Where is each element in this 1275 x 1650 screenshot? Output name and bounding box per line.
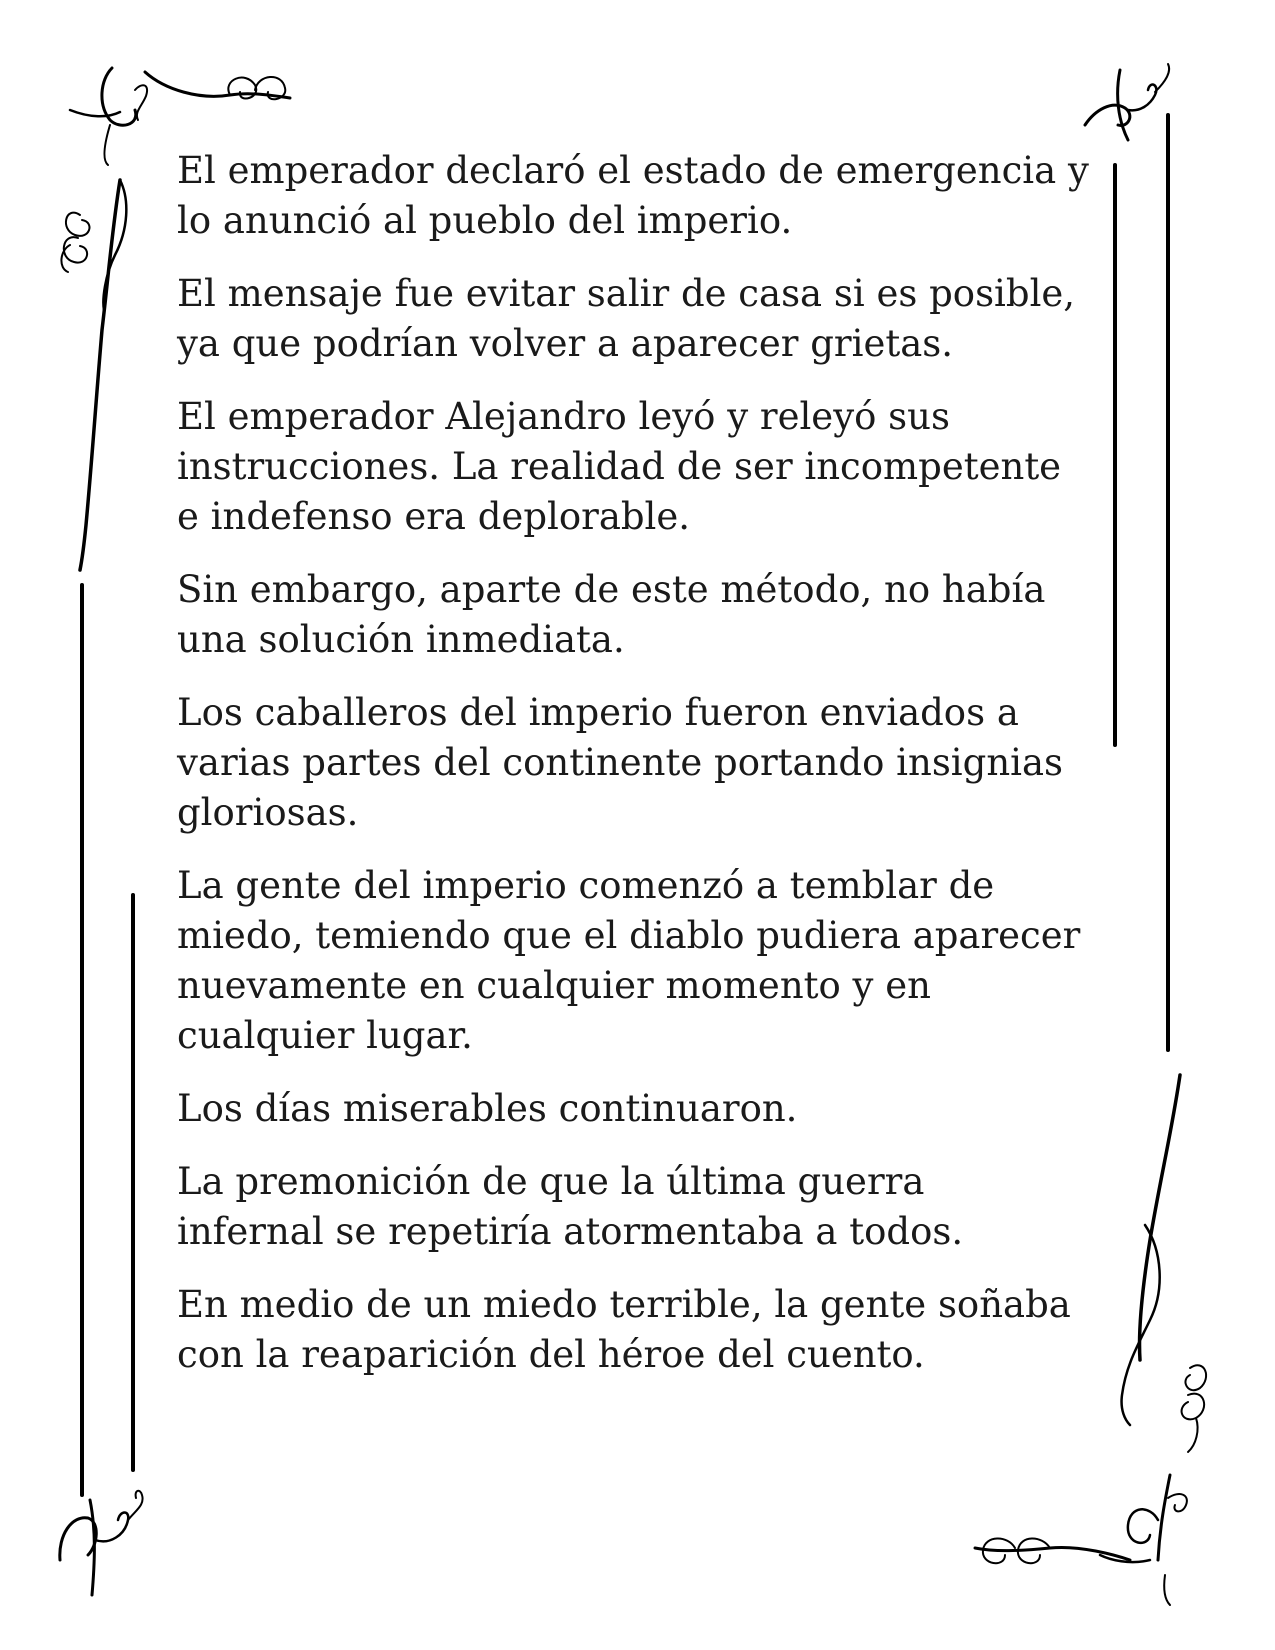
paragraph: El emperador Alejandro leyó y releyó sus instrucciones. La realidad de ser incompetente e indefenso era deplorable. — [177, 395, 1062, 538]
paragraph: La gente del imperio comenzó a temblar de miedo, temiendo que el diablo pudiera aparecer nuevamente en cualquier momento y en cualquier lugar. — [177, 864, 1081, 1057]
paragraph: El emperador declaró el estado de emergencia y lo anunció al pueblo del imperio. — [177, 149, 1089, 242]
story-text — [177, 146, 1097, 1403]
paragraph: En medio de un miedo terrible, la gente soñaba con la reaparición del héroe del cuento. — [177, 1283, 1071, 1376]
paragraph: Los caballeros del imperio fueron enviados a varias partes del continente portando insignias gloriosas. — [177, 691, 1064, 834]
paragraph: El mensaje fue evitar salir de casa si es posible, ya que podrían volver a aparecer grietas. — [177, 272, 1076, 365]
paragraph: Los días miserables continuaron. — [177, 1087, 798, 1130]
paragraph: La premonición de que la última guerra infernal se repetiría atormentaba a todos. — [177, 1160, 964, 1253]
paragraph: Sin embargo, aparte de este método, no había una solución inmediata. — [177, 568, 1046, 661]
bottom-left-flourish-icon — [60, 1491, 143, 1595]
top-right-flourish-icon — [1085, 64, 1169, 140]
